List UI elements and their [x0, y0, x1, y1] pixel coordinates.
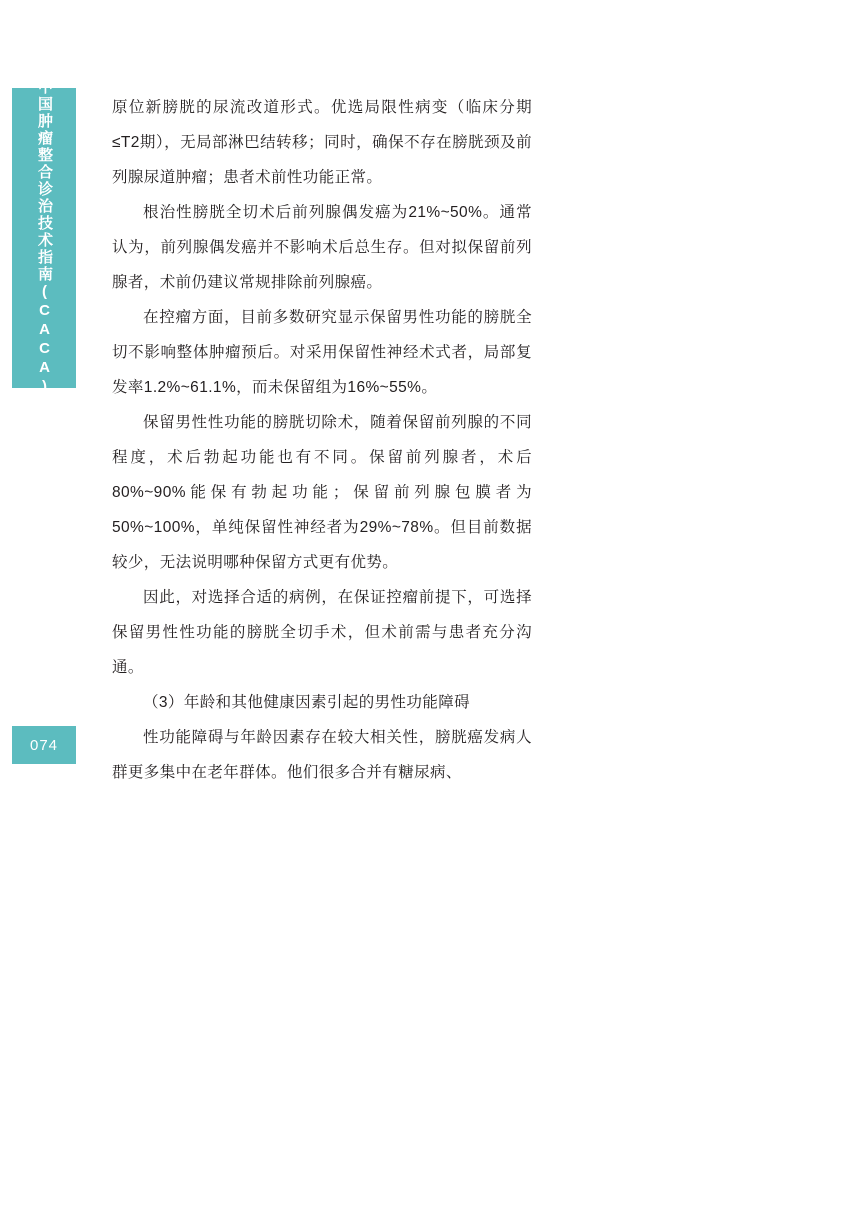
- paragraph: 根治性膀胱全切术后前列腺偶发癌为21%~50%。通常认为，前列腺偶发癌并不影响术后总生存。但对拟保留前列腺者，术前仍建议常规排除前列腺癌。: [112, 204, 532, 291]
- page-number-badge: [12, 726, 76, 764]
- paragraph: 因此，对选择合适的病例，在保证控瘤前提下，可选择保留男性性功能的膀胱全切手术，但术前需与患者充分沟通。: [112, 589, 532, 676]
- paragraph: 原位新膀胱的尿流改道形式。优选局限性病变（临床分期≤T2期），无局部淋巴结转移；同时，确保不存在膀胱颈及前列腺尿道肿瘤；患者术前性功能正常。: [112, 99, 532, 186]
- side-tab-label: 中国肿瘤整合诊治技术指南(CACA): [36, 79, 53, 397]
- paragraph: 性功能障碍与年龄因素存在较大相关性，膀胱癌发病人群更多集中在老年群体。他们很多合并有糖尿病、: [112, 729, 532, 781]
- section-heading: （3）年龄和其他健康因素引起的男性功能障碍: [143, 694, 471, 711]
- page-content: [112, 90, 532, 790]
- paragraph: 在控瘤方面，目前多数研究显示保留男性功能的膀胱全切不影响整体肿瘤预后。对采用保留性神经术式者，局部复发率1.2%~61.1%，而未保留组为16%~55%。: [112, 309, 532, 396]
- page-number: 074: [29, 736, 59, 754]
- paragraph: 保留男性性功能的膀胱切除术，随着保留前列腺的不同程度，术后勃起功能也有不同。保留前列腺者，术后80%~90%能保有勃起功能；保留前列腺包膜者为50%~100%，单纯保留性神经者为29%~78%。但目前数据较少，无法说明哪种保留方式更有优势。: [112, 414, 532, 571]
- side-tab-banner: [12, 79, 76, 397]
